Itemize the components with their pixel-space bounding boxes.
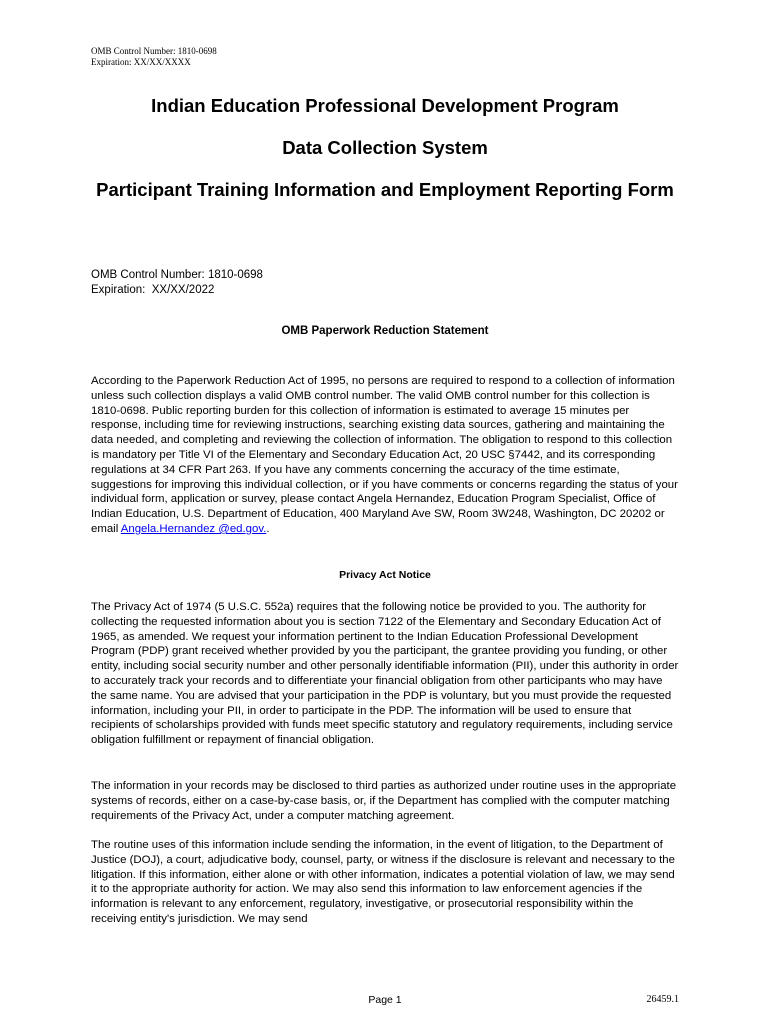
header-expiration: Expiration: XX/XX/XXXX	[91, 57, 191, 67]
paperwork-heading: OMB Paperwork Reduction Statement	[281, 325, 489, 337]
form-title: Participant Training Information and Employment Reporting Form	[96, 179, 674, 200]
system-title: Data Collection System	[282, 137, 488, 158]
privacy-paragraph-1: The Privacy Act of 1974 (5 U.S.C. 552a) requires that the following notice be provided to you. The authority for collecting the requested information about you is section 7122 of the Elementary and Secondary Education Act of 1965, as amended. We request your information pertinent to the Indian Education Professional Development Program (PDP) grant received whether provided by you the participant, the grantee providing you funding, or other entity, including social security number and other personally identifiable information (PII), under this authority in order to accurately track your records and to differentiate your financial obligation from other participants who may have the same name. You are advised that your participation in the PDP is voluntary, but you must provide the requested information, including your PII, in order to participate in the PDP. The information will be used to ensure that recipients of scholarships provided with funds meet specific statutory and regulatory requirements, including service obligation fulfillment or repayment of financial obligation.	[91, 601, 679, 747]
document-header	[91, 46, 217, 68]
paperwork-statement	[91, 374, 679, 537]
omb-control-number: OMB Control Number: 1810-0698	[91, 269, 263, 281]
omb-expiration: Expiration: XX/XX/2022	[91, 284, 215, 296]
header-omb-number: OMB Control Number: 1810-0698	[91, 46, 217, 56]
paperwork-trailing-period: .	[266, 522, 270, 535]
paperwork-body: According to the Paperwork Reduction Act of 1995, no persons are required to respond to a collection of information unless such collection displays a valid OMB control number. The valid OMB control number for this collection is 1810-0698. Public reporting burden for this collection of information is estimated to average 15 minutes per response, including time for reviewing instructions, searching existing data sources, gathering and maintaining the data needed, and completing and reviewing the collection of information. The obligation to respond to this collection is mandatory per Title VI of the Elementary and Secondary Education Act, 20 USC §7442, and its corresponding regulations at 34 CFR Part 263. If you have any comments concerning the accuracy of the time estimate, suggestions for improving this individual collection, or if you have comments or concerns regarding the status of your individual form, application or survey, please contact Angela Hernandez, Education Program Specialist, Office of Indian Education, U.S. Department of Education, 400 Maryland Ave SW, Room 3W248, Washington, DC 20202 or email	[91, 375, 678, 535]
program-title: Indian Education Professional Development Program	[151, 95, 619, 116]
privacy-heading: Privacy Act Notice	[339, 569, 431, 581]
document-code: 26459.1	[646, 994, 679, 1005]
privacy-paragraph-3: The routine uses of this information include sending the information, in the event of litigation, to the Department of Justice (DOJ), a court, adjudicative body, counsel, party, or witness if the disclosure is relevant and necessary to the litigation. If this information, either alone or with other information, indicates a potential violation of law, we may send it to the appropriate authority for action. We may also send this information to law enforcement agencies if the information is relevant to any enforcement, regulatory, investigative, or prosecutorial responsibility within the receiving entity's jurisdiction. We may send	[91, 839, 675, 925]
omb-info	[91, 268, 263, 298]
page-number: Page 1	[368, 994, 402, 1006]
email-link[interactable]: Angela.Hernandez @ed.gov.	[120, 522, 267, 535]
privacy-paragraph-2: The information in your records may be disclosed to third parties as authorized under routine uses in the appropriate systems of records, either on a case-by-case basis, or, if the Department has complied with the computer matching requirements of the Privacy Act, under a computer matching agreement.	[91, 780, 677, 822]
